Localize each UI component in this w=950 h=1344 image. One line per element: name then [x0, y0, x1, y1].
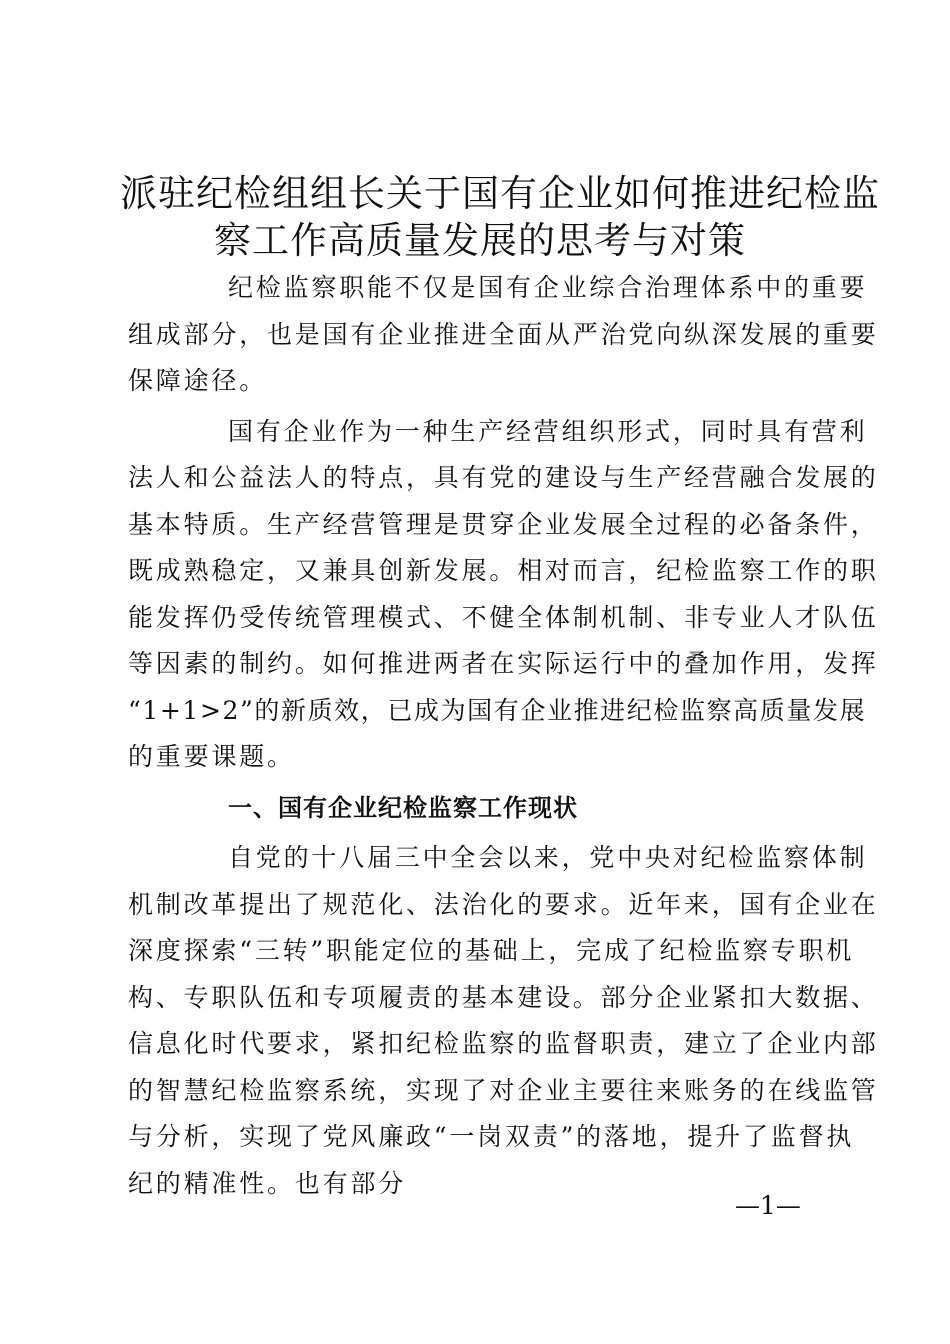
- paragraph-line: 既成熟稳定，又兼具创新发展。相对而言，纪检监察工作的职: [128, 556, 879, 585]
- paragraph-line: “1+1>2”的新质效，已成为国有企业推进纪检监察高质量发展: [128, 695, 867, 725]
- title-line-1: 派驻纪检组组长关于国有企业如何推进纪检监: [120, 172, 880, 215]
- paragraph-line: 自党的十八届三中全会以来，党中央对纪检监察体制: [228, 843, 868, 872]
- paragraph-1: [128, 265, 879, 405]
- page-number: —1—: [735, 1191, 801, 1220]
- paragraph-line: 法人和公益法人的特点，具有党的建设与生产经营融合发展的: [128, 463, 879, 492]
- paragraph-line: 国有企业作为一种生产经营组织形式，同时具有营利: [228, 416, 868, 446]
- paragraph-line: 保障途径。: [128, 366, 268, 395]
- paragraph-line: 的智慧纪检监察系统，实现了对企业主要往来账务的在线监管: [128, 1075, 879, 1105]
- section-heading: 一、国有企业纪检监察工作现状: [228, 793, 578, 822]
- paragraph-line: 基本特质。生产经营管理是贯穿企业发展全过程的必备条件，: [128, 509, 879, 539]
- paragraph-line: 组成部分，也是国有企业推进全面从严治党向纵深发展的重要: [128, 319, 879, 349]
- paragraph-2: [128, 409, 879, 781]
- paragraph-line: 纪的精准性。也有部分: [128, 1168, 407, 1198]
- paragraph-line: 纪检监察职能不仅是国有企业综合治理体系中的重要: [228, 273, 868, 302]
- paragraph-line: 构、专职队伍和专项履责的基本建设。部分企业紧扣大数据、: [128, 982, 879, 1012]
- title-line-2: 察工作高质量发展的思考与对策: [214, 219, 746, 262]
- paragraph-line: 能发挥仍受传统管理模式、不健全体制机制、非专业人才队伍: [128, 602, 879, 632]
- document-body: [128, 265, 879, 1207]
- paragraph-line: 深度探索“三转”职能定位的基础上，完成了纪检监察专职机: [128, 936, 855, 965]
- paragraph-line: 与分析，实现了党风廉政“一岗双责”的落地，提升了监督执: [128, 1122, 855, 1151]
- document-title: [120, 170, 880, 264]
- paragraph-line: 信息化时代要求，紧扣纪检监察的监督职责，建立了企业内部: [128, 1029, 879, 1058]
- paragraph-line: 等因素的制约。如何推进两者在实际运行中的叠加作用，发挥: [128, 649, 879, 678]
- paragraph-line: 机制改革提出了规范化、法治化的要求。近年来，国有企业在: [128, 889, 879, 919]
- section-paragraph: [128, 835, 879, 1207]
- paragraph-line: 的重要课题。: [128, 742, 295, 771]
